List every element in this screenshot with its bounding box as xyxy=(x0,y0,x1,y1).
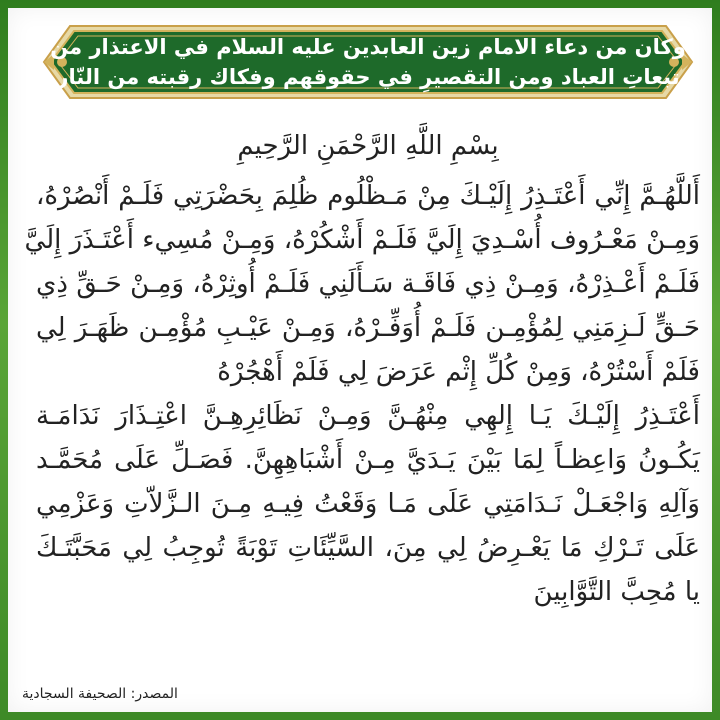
prayer-line: أَعْتَـذِرُ إِلَيْـكَ يَـا إِلهِي مِنْهُـنَّ وَمِـنْ نَظَائِرِهِـنَّ اعْتِـذَارَ نَدَامَـة xyxy=(36,401,700,431)
prayer-line: أَللَّهُـمَّ إِنِّي أَعْتَـذِرُ إِلَيْـكَ مِنْ مَـظْلُوم ظُلِمَ بِحَضْرَتِي فَلَـمْ أَنْصُرْهُ، xyxy=(36,181,700,211)
prayer-text xyxy=(24,122,700,614)
source-citation: المصدر: الصحيفة السجادية xyxy=(22,686,178,702)
banner-title-line-2: تبعاتِ العباد ومن التقصيرِ في حقوقهم وفكاك رقبته من النّار xyxy=(56,65,680,89)
prayer-line: وَآلِهِ وَاجْعَـلْ نَـدَامَتِي عَلَى مَـا وَقَعْتُ فِيـهِ مِـنَ الـزَّلاّتِ وَعَزْمِي xyxy=(36,489,700,519)
prayer-line: عَلَى تَـرْكِ مَا يَعْـرِضُ لِي مِنَ، السَّيِّئَاتِ تَوْبَةً تُوجِبُ لِي مَحَبَّتَـكَ xyxy=(36,533,700,563)
basmala: بِسْمِ اللَّهِ الرَّحْمَنِ الرَّحِيمِ xyxy=(237,131,499,161)
prayer-line: حَـقٍّ لَـزِمَنِي لِمُؤْمِـن فَلَـمْ أُوَفِّـرْهُ، وَمِـنْ عَيْـبِ مُؤْمِـن ظَهَـرَ لِي xyxy=(36,313,700,343)
prayer-line: وَمِـنْ مَعْـرُوف أُسْـدِيَ إِلَيَّ فَلَـمْ أَشْكُرْهُ، وَمِـنْ مُسِيء أَعْتَـذَرَ إِلَيَّ xyxy=(24,225,700,255)
prayer-line: يا مُحِبَّ التَّوَّابِينَ xyxy=(533,577,700,607)
title-banner xyxy=(40,22,696,102)
prayer-line: فَلَمْ أَسْتُرْهُ، وَمِنْ كُلِّ إِثْم عَرَضَ لِي فَلَمْ أَهْجُرْهُ xyxy=(217,357,700,387)
content-panel xyxy=(8,8,712,712)
banner-title xyxy=(50,28,686,96)
prayer-line: يَكُـونُ وَاعِظـاً لِمَا بَيْنَ يَـدَيَّ مِـنْ أَشْبَاهِهِنَّ. فَصَـلِّ عَلَى مُحَمَّـد xyxy=(36,445,700,475)
prayer-line: فَلَـمْ أَعْـذِرْهُ، وَمِـنْ ذِي فَاقَـة سَـأَلَنِي فَلَـمْ أُوثِرْهُ، وَمِـنْ حَـقِّ ذِي xyxy=(36,269,700,299)
banner-title-line-1: وكان من دعاء الامام زين العابدين عليه السلام في الاعتذار من xyxy=(50,35,686,59)
